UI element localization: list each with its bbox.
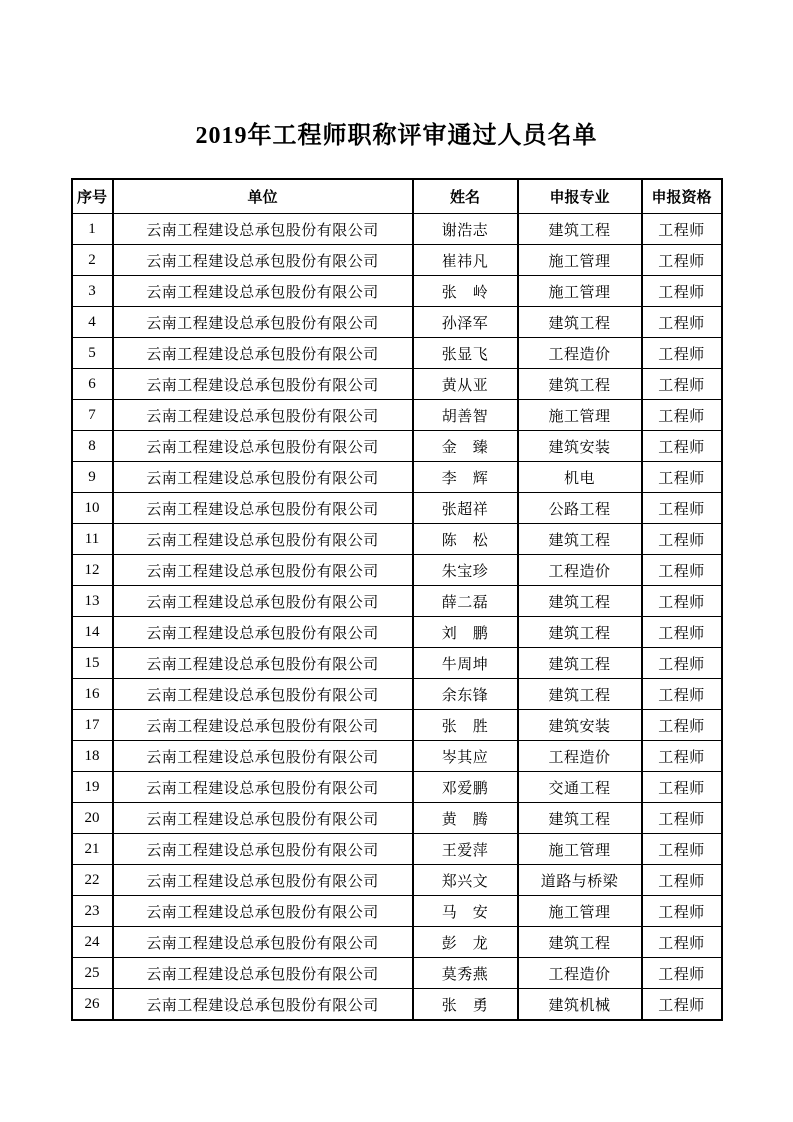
cell-unit: 云南工程建设总承包股份有限公司 (113, 741, 413, 772)
cell-qualification: 工程师 (642, 834, 722, 865)
cell-serial: 7 (72, 400, 113, 431)
cell-serial: 12 (72, 555, 113, 586)
cell-qualification: 工程师 (642, 276, 722, 307)
cell-major: 工程造价 (518, 741, 642, 772)
cell-major: 建筑工程 (518, 679, 642, 710)
cell-unit: 云南工程建设总承包股份有限公司 (113, 245, 413, 276)
table-header (72, 179, 722, 214)
cell-serial: 2 (72, 245, 113, 276)
cell-serial: 23 (72, 896, 113, 927)
table-row (72, 958, 722, 989)
cell-unit: 云南工程建设总承包股份有限公司 (113, 710, 413, 741)
cell-name: 余东锋 (413, 679, 518, 710)
cell-unit: 云南工程建设总承包股份有限公司 (113, 896, 413, 927)
table-row (72, 307, 722, 338)
cell-unit: 云南工程建设总承包股份有限公司 (113, 865, 413, 896)
cell-unit: 云南工程建设总承包股份有限公司 (113, 586, 413, 617)
cell-major: 建筑工程 (518, 803, 642, 834)
cell-qualification: 工程师 (642, 710, 722, 741)
cell-unit: 云南工程建设总承包股份有限公司 (113, 400, 413, 431)
cell-qualification: 工程师 (642, 772, 722, 803)
cell-major: 机电 (518, 462, 642, 493)
table-row (72, 710, 722, 741)
cell-major: 建筑工程 (518, 927, 642, 958)
cell-serial: 14 (72, 617, 113, 648)
column-header-name: 姓名 (413, 179, 518, 214)
cell-name: 牛周坤 (413, 648, 518, 679)
cell-major: 建筑工程 (518, 369, 642, 400)
cell-name: 孙泽军 (413, 307, 518, 338)
cell-name: 彭 龙 (413, 927, 518, 958)
cell-name: 张超祥 (413, 493, 518, 524)
cell-unit: 云南工程建设总承包股份有限公司 (113, 927, 413, 958)
cell-qualification: 工程师 (642, 493, 722, 524)
cell-unit: 云南工程建设总承包股份有限公司 (113, 772, 413, 803)
cell-name: 崔祎凡 (413, 245, 518, 276)
cell-name: 邓爱鹏 (413, 772, 518, 803)
cell-qualification: 工程师 (642, 617, 722, 648)
cell-name: 张 胜 (413, 710, 518, 741)
cell-name: 马 安 (413, 896, 518, 927)
cell-unit: 云南工程建设总承包股份有限公司 (113, 462, 413, 493)
cell-serial: 24 (72, 927, 113, 958)
cell-major: 施工管理 (518, 834, 642, 865)
cell-major: 建筑工程 (518, 648, 642, 679)
cell-serial: 3 (72, 276, 113, 307)
column-header-major: 申报专业 (518, 179, 642, 214)
cell-qualification: 工程师 (642, 369, 722, 400)
cell-name: 王爱萍 (413, 834, 518, 865)
cell-name: 朱宝珍 (413, 555, 518, 586)
cell-unit: 云南工程建设总承包股份有限公司 (113, 834, 413, 865)
cell-major: 建筑工程 (518, 214, 642, 245)
table-row (72, 741, 722, 772)
cell-major: 工程造价 (518, 958, 642, 989)
table-row (72, 338, 722, 369)
cell-name: 胡善智 (413, 400, 518, 431)
table-row (72, 927, 722, 958)
cell-serial: 17 (72, 710, 113, 741)
cell-major: 施工管理 (518, 400, 642, 431)
cell-major: 建筑安装 (518, 710, 642, 741)
cell-qualification: 工程师 (642, 648, 722, 679)
cell-serial: 8 (72, 431, 113, 462)
cell-serial: 21 (72, 834, 113, 865)
cell-serial: 22 (72, 865, 113, 896)
table-row (72, 865, 722, 896)
cell-major: 工程造价 (518, 555, 642, 586)
cell-qualification: 工程师 (642, 245, 722, 276)
cell-serial: 9 (72, 462, 113, 493)
cell-name: 黄从亚 (413, 369, 518, 400)
cell-serial: 18 (72, 741, 113, 772)
cell-serial: 11 (72, 524, 113, 555)
cell-unit: 云南工程建设总承包股份有限公司 (113, 989, 413, 1021)
cell-name: 黄 腾 (413, 803, 518, 834)
cell-serial: 13 (72, 586, 113, 617)
cell-unit: 云南工程建设总承包股份有限公司 (113, 493, 413, 524)
table-row (72, 400, 722, 431)
cell-major: 施工管理 (518, 896, 642, 927)
table-row (72, 772, 722, 803)
table-body (72, 214, 722, 1021)
cell-qualification: 工程师 (642, 555, 722, 586)
cell-name: 金 臻 (413, 431, 518, 462)
column-header-unit: 单位 (113, 179, 413, 214)
cell-name: 岑其应 (413, 741, 518, 772)
table-row (72, 679, 722, 710)
cell-name: 张 勇 (413, 989, 518, 1021)
cell-qualification: 工程师 (642, 803, 722, 834)
cell-name: 郑兴文 (413, 865, 518, 896)
cell-name: 张 岭 (413, 276, 518, 307)
cell-name: 张显飞 (413, 338, 518, 369)
cell-name: 李 辉 (413, 462, 518, 493)
table-row (72, 989, 722, 1021)
cell-serial: 1 (72, 214, 113, 245)
cell-qualification: 工程师 (642, 896, 722, 927)
cell-qualification: 工程师 (642, 586, 722, 617)
cell-major: 公路工程 (518, 493, 642, 524)
cell-unit: 云南工程建设总承包股份有限公司 (113, 369, 413, 400)
table-header-row (72, 179, 722, 214)
table-row (72, 245, 722, 276)
cell-qualification: 工程师 (642, 927, 722, 958)
cell-major: 建筑安装 (518, 431, 642, 462)
cell-name: 谢浩志 (413, 214, 518, 245)
table-row (72, 896, 722, 927)
cell-qualification: 工程师 (642, 400, 722, 431)
table-row (72, 214, 722, 245)
table-row (72, 493, 722, 524)
cell-qualification: 工程师 (642, 524, 722, 555)
roster-table (71, 178, 723, 1021)
cell-qualification: 工程师 (642, 462, 722, 493)
cell-unit: 云南工程建设总承包股份有限公司 (113, 307, 413, 338)
table-row (72, 462, 722, 493)
cell-name: 陈 松 (413, 524, 518, 555)
cell-qualification: 工程师 (642, 431, 722, 462)
cell-qualification: 工程师 (642, 338, 722, 369)
cell-serial: 10 (72, 493, 113, 524)
cell-unit: 云南工程建设总承包股份有限公司 (113, 679, 413, 710)
cell-name: 薛二磊 (413, 586, 518, 617)
cell-major: 施工管理 (518, 245, 642, 276)
column-header-serial: 序号 (72, 179, 113, 214)
cell-qualification: 工程师 (642, 958, 722, 989)
cell-unit: 云南工程建设总承包股份有限公司 (113, 958, 413, 989)
cell-unit: 云南工程建设总承包股份有限公司 (113, 431, 413, 462)
table-row (72, 803, 722, 834)
cell-major: 建筑工程 (518, 617, 642, 648)
table-row (72, 524, 722, 555)
table-row (72, 431, 722, 462)
cell-qualification: 工程师 (642, 865, 722, 896)
cell-unit: 云南工程建设总承包股份有限公司 (113, 524, 413, 555)
cell-serial: 15 (72, 648, 113, 679)
cell-unit: 云南工程建设总承包股份有限公司 (113, 276, 413, 307)
cell-name: 刘 鹏 (413, 617, 518, 648)
cell-serial: 25 (72, 958, 113, 989)
cell-major: 交通工程 (518, 772, 642, 803)
cell-major: 建筑工程 (518, 586, 642, 617)
cell-unit: 云南工程建设总承包股份有限公司 (113, 338, 413, 369)
cell-major: 建筑工程 (518, 307, 642, 338)
page-title: 2019年工程师职称评审通过人员名单 (195, 123, 598, 149)
cell-qualification: 工程师 (642, 307, 722, 338)
cell-serial: 19 (72, 772, 113, 803)
cell-serial: 20 (72, 803, 113, 834)
table-row (72, 555, 722, 586)
table-row (72, 586, 722, 617)
table-row (72, 276, 722, 307)
table-row (72, 834, 722, 865)
cell-major: 施工管理 (518, 276, 642, 307)
cell-unit: 云南工程建设总承包股份有限公司 (113, 803, 413, 834)
cell-qualification: 工程师 (642, 989, 722, 1021)
cell-name: 莫秀燕 (413, 958, 518, 989)
table-row (72, 648, 722, 679)
cell-serial: 5 (72, 338, 113, 369)
table-row (72, 617, 722, 648)
cell-serial: 16 (72, 679, 113, 710)
column-header-qualification: 申报资格 (642, 179, 722, 214)
cell-unit: 云南工程建设总承包股份有限公司 (113, 617, 413, 648)
cell-major: 道路与桥梁 (518, 865, 642, 896)
cell-unit: 云南工程建设总承包股份有限公司 (113, 648, 413, 679)
cell-serial: 6 (72, 369, 113, 400)
cell-major: 建筑机械 (518, 989, 642, 1021)
cell-qualification: 工程师 (642, 679, 722, 710)
cell-qualification: 工程师 (642, 741, 722, 772)
cell-major: 工程造价 (518, 338, 642, 369)
cell-serial: 4 (72, 307, 113, 338)
table-row (72, 369, 722, 400)
cell-qualification: 工程师 (642, 214, 722, 245)
cell-serial: 26 (72, 989, 113, 1021)
cell-unit: 云南工程建设总承包股份有限公司 (113, 555, 413, 586)
cell-major: 建筑工程 (518, 524, 642, 555)
cell-unit: 云南工程建设总承包股份有限公司 (113, 214, 413, 245)
